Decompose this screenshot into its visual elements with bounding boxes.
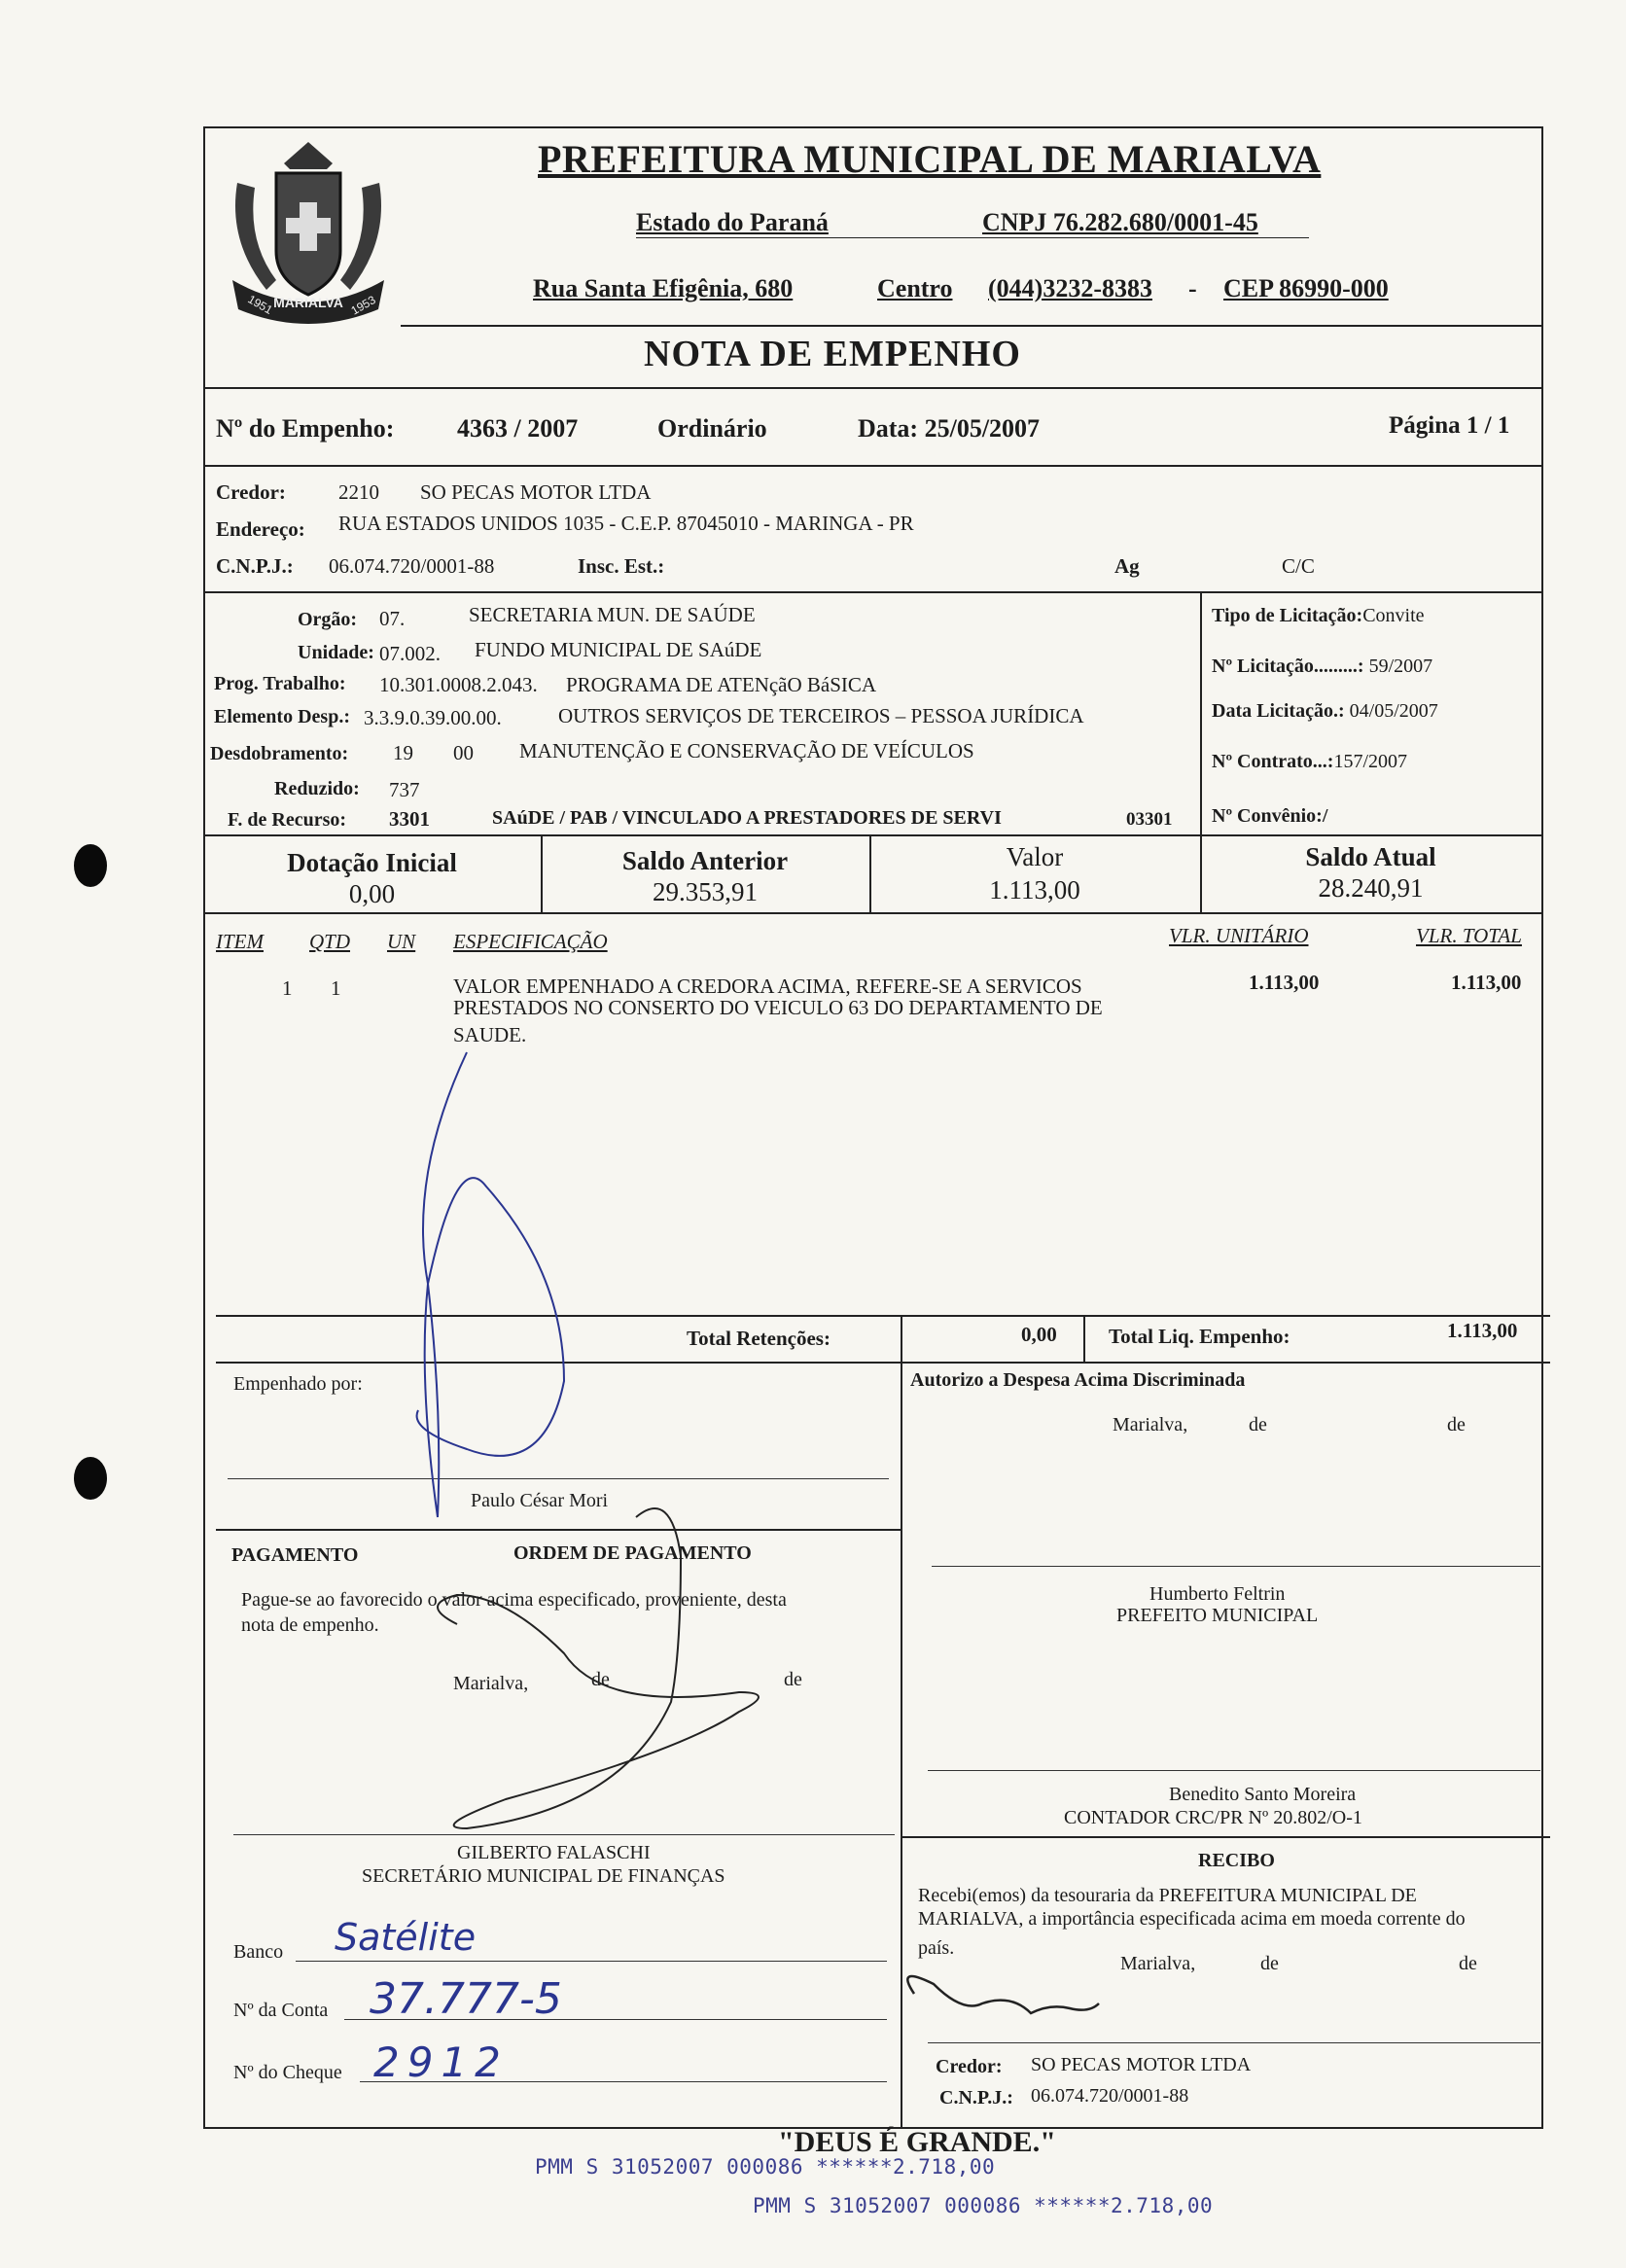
secretario-name: GILBERTO FALASCHI: [457, 1842, 651, 1863]
signature-secretario-icon: [438, 1508, 759, 1828]
recurso-name: SAúDE / PAB / VINCULADO A PRESTADORES DE SERVI: [492, 807, 1002, 829]
phone-label: (044)3232-8383: [988, 274, 1152, 302]
col-item: ITEM: [216, 930, 264, 953]
reduzido-label: Reduzido:: [274, 778, 360, 799]
secretario-role: SECRETÁRIO MUNICIPAL DE FINANÇAS: [362, 1865, 725, 1887]
recibo-de1: de: [1260, 1953, 1279, 1974]
dotacao-inicial-value: 0,00: [348, 879, 396, 908]
cheque-handwritten: 2912: [373, 2038, 509, 2086]
empenho-number-label: Nº do Empenho:: [216, 414, 395, 443]
item-desc-line1: VALOR EMPENHADO A CREDORA ACIMA, REFERE-SE A SERVICOS: [453, 975, 1082, 998]
district-label: Centro: [877, 274, 953, 302]
dash-sep: -: [1188, 274, 1197, 302]
total-liq-value: 1.113,00: [1447, 1319, 1518, 1342]
autorizo-label: Autorizo a Despesa Acima Discriminada: [910, 1369, 1246, 1391]
contador-role: CONTADOR CRC/PR Nº 20.802/O-1: [1064, 1807, 1362, 1828]
cnpj-field-label: C.N.P.J.:: [216, 554, 294, 578]
prog-trabalho-code: 10.301.0008.2.043.: [379, 673, 538, 696]
autorizo-de1: de: [1249, 1414, 1267, 1435]
crest-year-left: 1951: [245, 292, 275, 317]
recibo-text-line2: MARIALVA, a importância especificada acima em moeda corrente do: [918, 1908, 1466, 1930]
col-especificacao: ESPECIFICAÇÃO: [453, 930, 608, 953]
crest-name-label: MARIALVA: [273, 295, 343, 310]
autorizo-de2: de: [1447, 1414, 1466, 1435]
col-qtd: QTD: [309, 930, 351, 953]
credor-cnpj: 06.074.720/0001-88: [329, 554, 495, 578]
contador-name: Benedito Santo Moreira: [1169, 1784, 1357, 1805]
desdobramento-code2: 00: [453, 741, 474, 764]
saldo-atual-value: 28.240,91: [1318, 873, 1424, 903]
pagamento-text-line1: Pague-se ao favorecido o valor acima especificado, proveniente, desta: [241, 1589, 787, 1611]
prefeito-role: PREFEITO MUNICIPAL: [1116, 1605, 1319, 1626]
banco-handwritten: Satélite: [335, 1916, 477, 1959]
col-vlr-total: VLR. TOTAL: [1416, 924, 1522, 947]
empenhado-por-label: Empenhado por:: [233, 1373, 363, 1395]
valor-value: 1.113,00: [989, 875, 1080, 904]
desdobramento-name: MANUTENÇÃO E CONSERVAÇÃO DE VEÍCULOS: [519, 739, 974, 762]
item-number: 1: [282, 976, 293, 1000]
recurso-code: 3301: [389, 807, 430, 831]
signature-recibo-icon: [907, 1976, 1099, 2013]
reduzido-code: 737: [389, 778, 420, 801]
pagamento-text-line2: nota de empenho.: [241, 1614, 379, 1636]
data-licitacao-value: 04/05/2007: [1349, 700, 1438, 722]
municipality-title: PREFEITURA MUNICIPAL DE MARIALVA: [538, 137, 1322, 181]
prog-trabalho-label: Prog. Trabalho:: [214, 673, 346, 694]
item-desc-line2: PRESTADOS NO CONSERTO DO VEICULO 63 DO DEPARTAMENTO DE: [453, 996, 1103, 1019]
col-un: UN: [387, 930, 416, 953]
empenho-type: Ordinário: [657, 414, 767, 443]
conta-handwritten: 37.777-5: [370, 1974, 562, 2024]
address-field-label: Endereço:: [216, 517, 305, 541]
document-title: NOTA DE EMPENHO: [644, 334, 1021, 374]
recibo-credor-label: Credor:: [936, 2056, 1003, 2077]
empenho-number: 4363 / 2007: [457, 414, 579, 443]
pagamento-de2: de: [784, 1669, 802, 1690]
convenio-label: Nº Convênio:/: [1212, 805, 1328, 827]
item-qtd: 1: [331, 976, 341, 1000]
item-desc-line3: SAUDE.: [453, 1023, 527, 1046]
orgao-label: Orgão:: [298, 609, 358, 630]
signature-empenhado-icon: [417, 1052, 564, 1517]
item-total-value: 1.113,00: [1451, 971, 1522, 994]
saldo-anterior-value: 29.353,91: [653, 877, 758, 906]
motto: "DEUS É GRANDE.": [778, 2126, 1056, 2158]
address-label: Rua Santa Efigênia, 680: [533, 274, 794, 302]
credor-address: RUA ESTADOS UNIDOS 1035 - C.E.P. 87045010 - MARINGA - PR: [338, 512, 914, 535]
total-liq-label: Total Liq. Empenho:: [1109, 1325, 1290, 1348]
crest-year-right: 1953: [348, 293, 378, 318]
pagamento-de1: de: [591, 1669, 610, 1690]
total-retencoes-label: Total Retenções:: [687, 1327, 831, 1350]
col-vlr-unitario: VLR. UNITÁRIO: [1169, 924, 1309, 947]
contrato-label: Nº Contrato...:: [1212, 751, 1334, 772]
page-indicator: Página 1 / 1: [1389, 412, 1510, 439]
credor-code: 2210: [338, 480, 379, 504]
total-retencoes-value: 0,00: [1021, 1323, 1057, 1346]
tipo-licitacao-label: Tipo de Licitação:: [1212, 605, 1363, 626]
desdobramento-code1: 19: [393, 741, 413, 764]
state-label: Estado do Paraná: [636, 208, 829, 236]
unidade-label: Unidade:: [298, 642, 374, 663]
recurso-code2: 03301: [1126, 809, 1173, 830]
banco-label: Banco: [233, 1941, 284, 1963]
prefeito-name: Humberto Feltrin: [1149, 1583, 1286, 1605]
recibo-text-line3: país.: [918, 1937, 955, 1959]
credor-label: Credor:: [216, 480, 286, 504]
recurso-label: F. de Recurso:: [228, 809, 347, 831]
item-unit-value: 1.113,00: [1249, 971, 1320, 994]
cnpj-label: CNPJ 76.282.680/0001-45: [982, 208, 1258, 236]
payment-stamp-2: PMM S 31052007 000086 ******2.718,00: [753, 2194, 1214, 2217]
elemento-name: OUTROS SERVIÇOS DE TERCEIROS – PESSOA JURÍDICA: [558, 704, 1084, 727]
recibo-credor-name: SO PECAS MOTOR LTDA: [1031, 2054, 1252, 2075]
recibo-cnpj-label: C.N.P.J.:: [939, 2087, 1013, 2109]
prog-trabalho-name: PROGRAMA DE ATENçãO BáSICA: [566, 673, 877, 696]
num-licitacao-label: Nº Licitação.........:: [1212, 656, 1364, 677]
ag-label: Ag: [1114, 554, 1140, 578]
elemento-code: 3.3.9.0.39.00.00.: [364, 706, 502, 729]
cep-label: CEP 86990-000: [1223, 274, 1389, 302]
num-licitacao-value: 59/2007: [1368, 656, 1433, 677]
cheque-label: Nº do Cheque: [233, 2062, 342, 2083]
cc-label: C/C: [1282, 554, 1315, 578]
recibo-place: Marialva,: [1120, 1953, 1196, 1974]
recibo-label: RECIBO: [1198, 1850, 1275, 1871]
empenhado-name: Paulo César Mori: [471, 1490, 609, 1511]
insc-est-label: Insc. Est.:: [578, 554, 665, 578]
recibo-de2: de: [1459, 1953, 1477, 1974]
recibo-cnpj: 06.074.720/0001-88: [1031, 2085, 1189, 2107]
elemento-label: Elemento Desp.:: [214, 706, 350, 727]
ordem-pagamento-label: ORDEM DE PAGAMENTO: [513, 1542, 752, 1564]
valor-label: Valor: [1006, 842, 1064, 871]
pagamento-label: PAGAMENTO: [231, 1544, 359, 1566]
tipo-licitacao-value: Convite: [1362, 605, 1425, 626]
autorizo-place: Marialva,: [1113, 1414, 1188, 1435]
payment-stamp-1: PMM S 31052007 000086 ******2.718,00: [535, 2155, 996, 2179]
unidade-code: 07.002.: [379, 642, 441, 665]
data-licitacao-label: Data Licitação.:: [1212, 700, 1345, 722]
pagamento-place: Marialva,: [453, 1673, 529, 1694]
unidade-name: FUNDO MUNICIPAL DE SAúDE: [475, 638, 762, 661]
dotacao-inicial-label: Dotação Inicial: [287, 848, 457, 877]
saldo-atual-label: Saldo Atual: [1305, 842, 1436, 871]
conta-label: Nº da Conta: [233, 2000, 329, 2021]
orgao-code: 07.: [379, 607, 406, 630]
orgao-name: SECRETARIA MUN. DE SAÚDE: [469, 603, 756, 626]
saldo-anterior-label: Saldo Anterior: [621, 846, 789, 875]
desdobramento-label: Desdobramento:: [210, 743, 349, 764]
credor-name: SO PECAS MOTOR LTDA: [420, 480, 652, 504]
contrato-value: 157/2007: [1333, 751, 1408, 772]
empenho-date: Data: 25/05/2007: [858, 414, 1041, 443]
recibo-text-line1: Recebi(emos) da tesouraria da PREFEITURA MUNICIPAL DE: [918, 1885, 1417, 1906]
